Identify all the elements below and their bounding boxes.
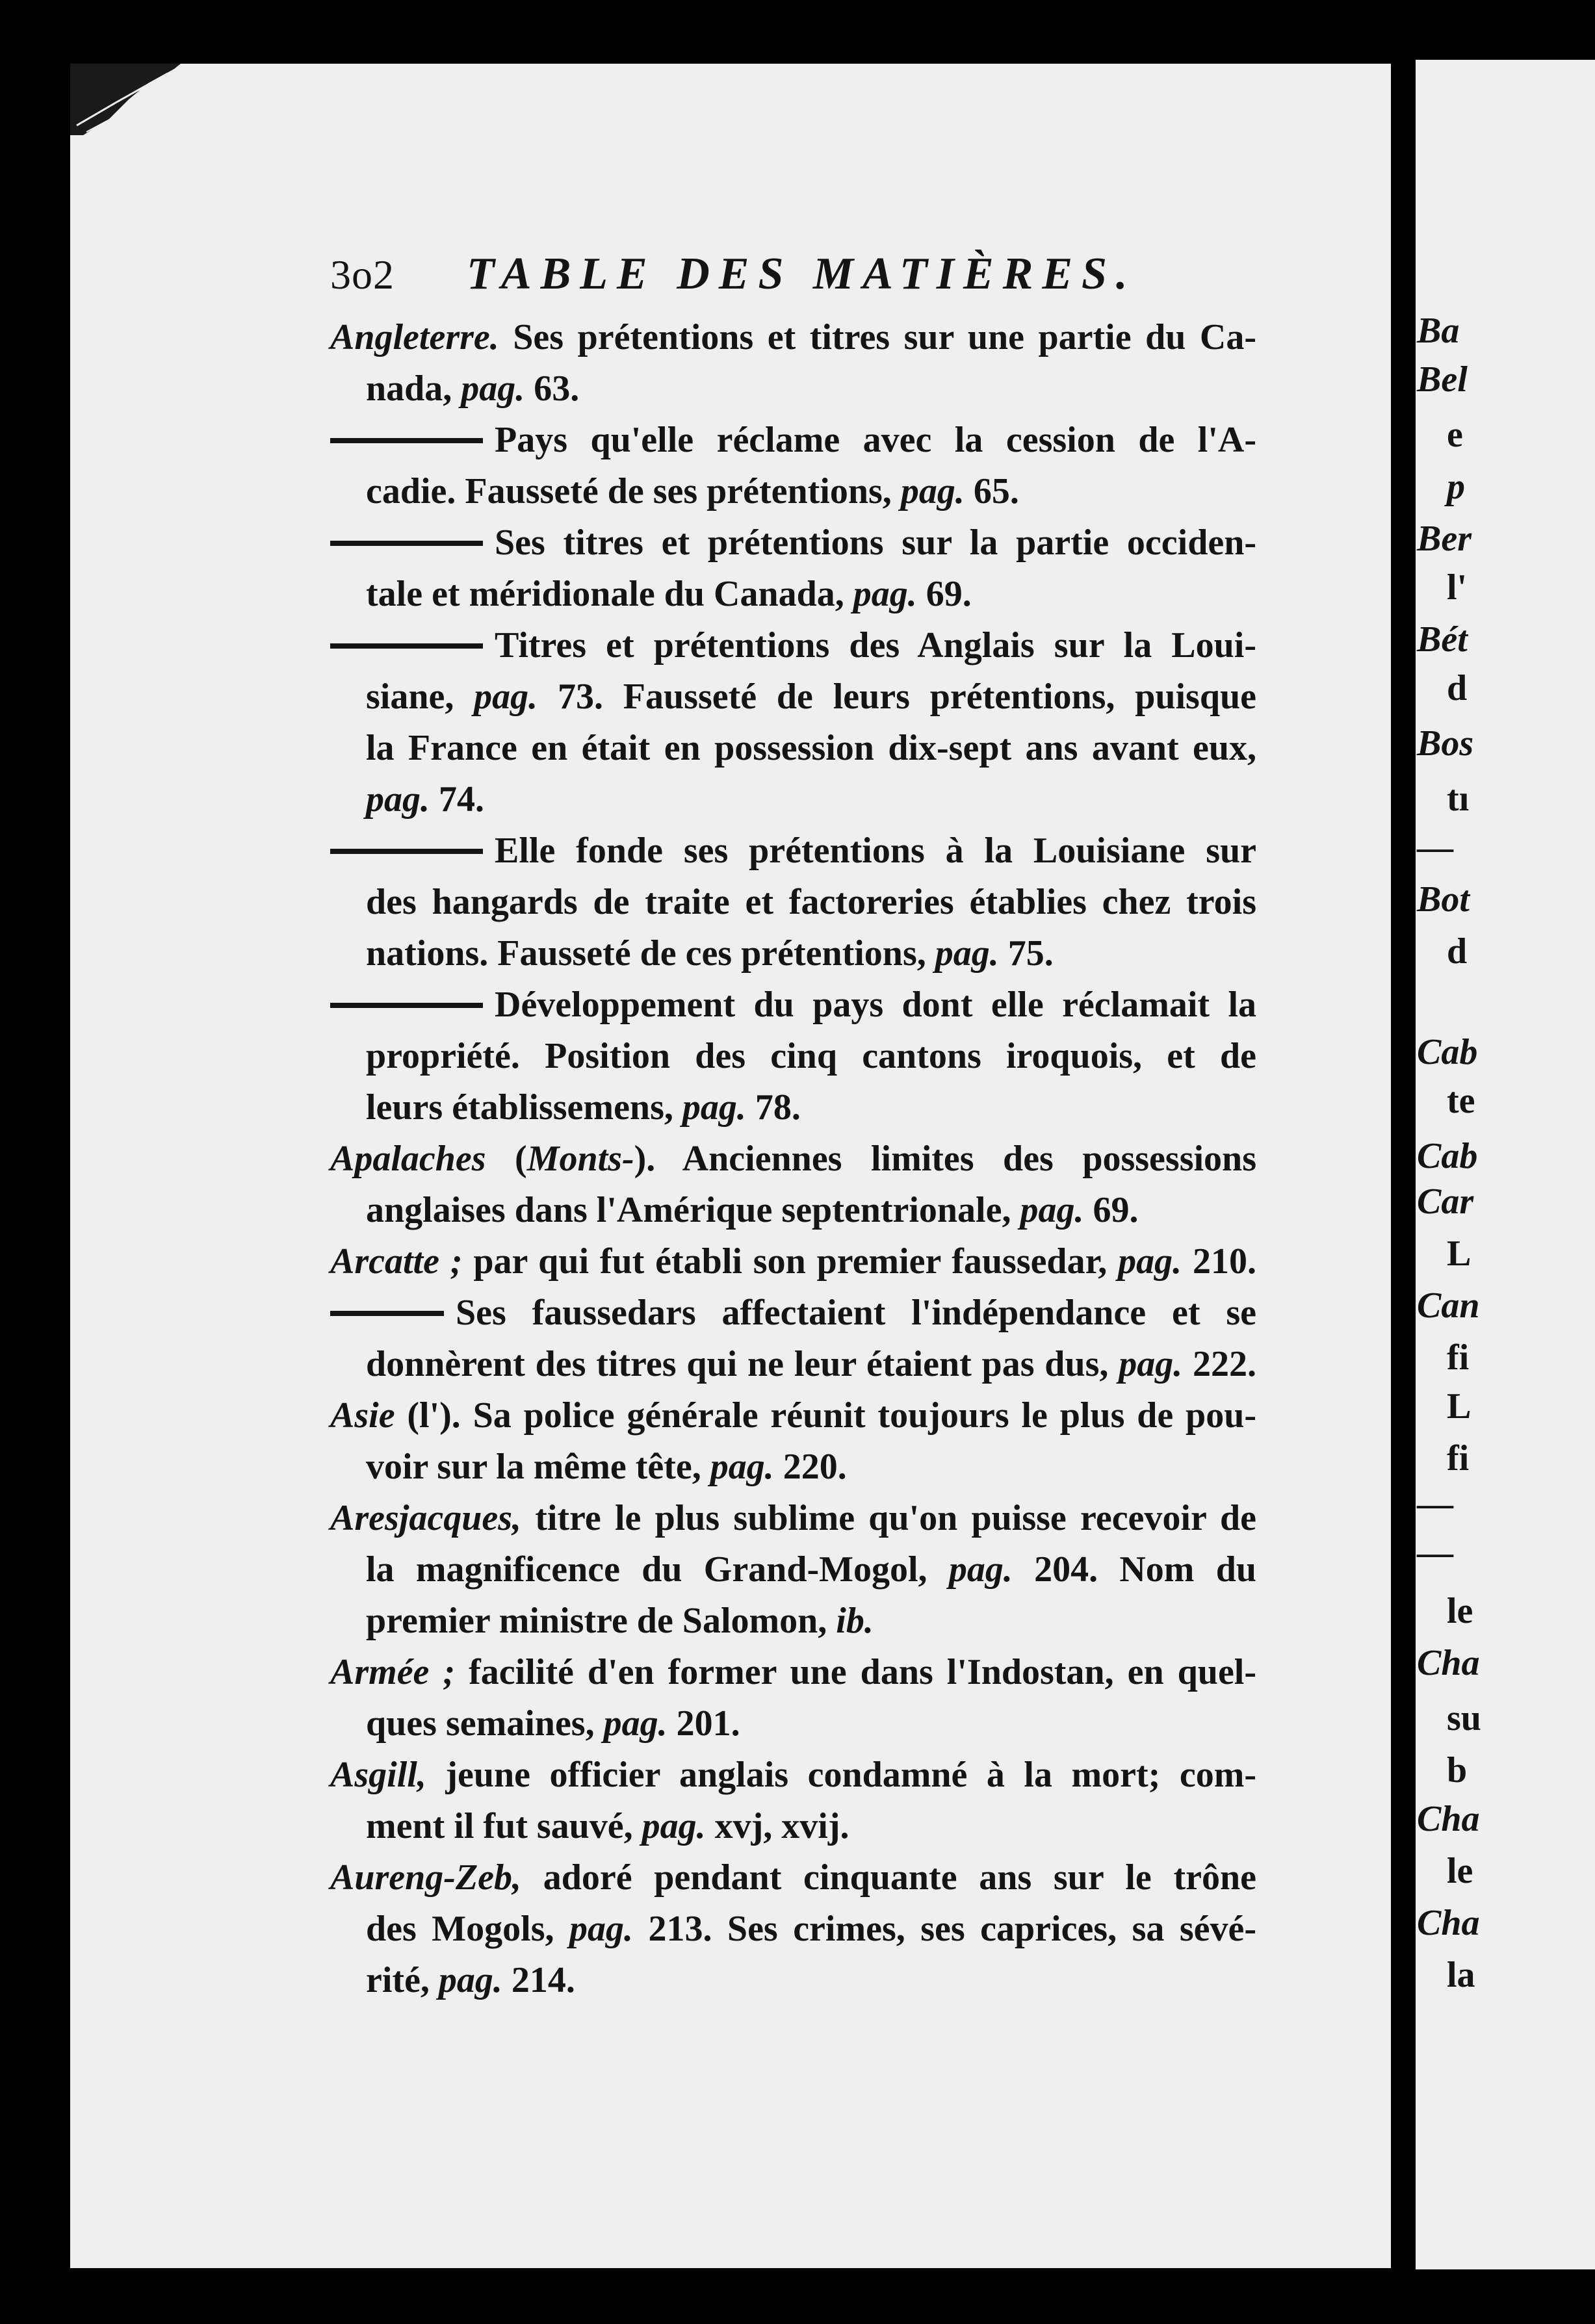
index-line <box>330 1493 1256 1544</box>
entry-text: des Mogols, <box>366 1909 569 1949</box>
right-page-fragment: Cab <box>1417 1136 1478 1176</box>
index-line <box>330 1441 1256 1493</box>
entry-text: anglaises dans l'Amérique septentrionale, <box>366 1190 1020 1230</box>
italic-text: pag. <box>935 933 999 974</box>
entry-text: premier ministre de Salomon, <box>366 1601 836 1641</box>
entry-text: Développement du pays dont elle réclamait la <box>495 985 1256 1025</box>
entry-text: des hangards de traite et factoreries établies chez trois <box>366 882 1256 922</box>
entry-text: 73. Fausseté de leurs prétentions, puisque <box>538 677 1256 717</box>
entry-text: 214. <box>502 1960 575 2000</box>
entry-text: siane, <box>366 677 474 717</box>
italic-text: pag. <box>1020 1190 1084 1230</box>
italic-text: ib. <box>836 1601 874 1641</box>
italic-text: Arcatte ; <box>330 1241 463 1282</box>
right-page-fragment: Ber <box>1417 519 1472 559</box>
entry-text: Titres et prétentions des Anglais sur la Loui- <box>495 625 1256 665</box>
right-page-fragment: te <box>1447 1081 1475 1121</box>
entry-text: adoré pendant cinquante ans sur le trône <box>521 1857 1256 1898</box>
right-page-fragment: la <box>1447 1955 1475 1995</box>
entry-text: jeune officier anglais condamné à la mort; com- <box>426 1755 1256 1795</box>
right-page-fragment: Bot <box>1417 879 1470 920</box>
italic-text: pag. <box>710 1447 774 1487</box>
entry-text: ( <box>486 1139 527 1179</box>
running-head <box>330 251 1260 309</box>
italic-text: Apalaches <box>330 1139 486 1179</box>
right-page-fragment: d <box>1447 668 1468 708</box>
entry-text: rité, <box>366 1960 439 2000</box>
index-line <box>330 1185 1256 1236</box>
entry-text: (l'). Sa police générale réunit toujours le plus de pou- <box>395 1395 1256 1436</box>
entry-text: 63. <box>525 368 580 409</box>
entry-text: Ses titres et prétentions sur la partie occiden- <box>495 523 1256 563</box>
headword: Armée ; <box>330 1652 456 1692</box>
entry-text: la France en était en possession dix-sept ans avant eux, <box>366 728 1256 768</box>
italic-text: pag. <box>853 574 917 614</box>
index-line <box>330 415 1256 466</box>
entry-text: 75. <box>998 933 1054 974</box>
right-page-fragment: Cab <box>1417 1032 1478 1072</box>
index-line <box>330 877 1256 928</box>
right-page-fragment: Ba <box>1417 311 1460 351</box>
ditto-dash <box>330 541 483 546</box>
italic-text: Monts- <box>526 1139 634 1179</box>
entry-text: donnèrent des titres qui ne leur étaient pas dus, <box>366 1344 1119 1384</box>
right-page-fragment: — <box>1417 827 1453 868</box>
index-line <box>330 671 1256 723</box>
entry-text: xvj, xvij. <box>705 1806 849 1846</box>
index-line <box>330 825 1256 877</box>
index-line <box>330 466 1256 517</box>
index-line <box>330 1647 1256 1698</box>
index-line <box>330 1236 1256 1287</box>
entry-text: nada, <box>366 368 461 409</box>
ditto-dash <box>330 1003 483 1008</box>
entry-text: ment il fut sauvé, <box>366 1806 642 1846</box>
entry-text: leurs établissemens, <box>366 1087 682 1128</box>
right-page-fragment: tı <box>1447 779 1470 819</box>
entry-text: 74. <box>430 779 484 820</box>
right-page-fragment: le <box>1447 1851 1473 1891</box>
entry-text: 201. <box>667 1703 740 1744</box>
index-line <box>330 1955 1256 2006</box>
right-page-fragment: Cha <box>1417 1643 1480 1683</box>
right-page-fragment: Can <box>1417 1285 1480 1326</box>
headword: Angleterre. <box>330 317 499 357</box>
italic-text: pag. <box>1119 1344 1183 1384</box>
entry-text: propriété. Position des cinq cantons iroquois, et de <box>366 1036 1256 1076</box>
entry-text: Ses faussedars affectaient l'indépendance et se <box>456 1293 1256 1333</box>
index-line <box>330 1749 1256 1801</box>
right-page-fragment: fi <box>1447 1337 1470 1378</box>
italic-text: pag. <box>438 1960 502 2000</box>
index-line <box>330 1801 1256 1852</box>
entry-text: par qui fut établi son premier faussedar, <box>462 1241 1119 1282</box>
entry-text: 69. <box>1083 1190 1139 1230</box>
italic-text: pag. <box>1118 1241 1182 1282</box>
index-line <box>330 928 1256 979</box>
entry-text: ). Anciennes limites des possessions <box>634 1139 1256 1179</box>
italic-text: pag. <box>642 1806 706 1846</box>
right-page-fragment: fi <box>1447 1438 1470 1478</box>
index-line <box>330 1698 1256 1749</box>
index-line <box>330 1544 1256 1595</box>
entry-text: ques semaines, <box>366 1703 604 1744</box>
italic-text: pag. <box>461 368 525 409</box>
index-line <box>330 517 1256 569</box>
ditto-dash <box>330 643 483 649</box>
entry-text: la magnificence du Grand-Mogol, <box>366 1549 949 1590</box>
index-line <box>330 620 1256 671</box>
entry-text: 210. <box>1182 1241 1257 1282</box>
index-line <box>330 1390 1256 1441</box>
entry-text: Elle fonde ses prétentions à la Louisiane sur <box>495 831 1256 871</box>
index-line <box>330 1595 1256 1647</box>
index-line <box>330 1082 1256 1133</box>
entry-text: facilité d'en former une dans l'Indostan, en quel- <box>455 1652 1257 1692</box>
entry-text: 204. Nom du <box>1012 1549 1256 1590</box>
entry-text: 220. <box>773 1447 847 1487</box>
right-page-fragment: Cha <box>1417 1799 1480 1839</box>
entry-text: 78. <box>746 1087 801 1128</box>
index-line <box>330 569 1256 620</box>
italic-text: pag. <box>948 1549 1013 1590</box>
right-page-fragment: su <box>1447 1698 1481 1738</box>
index-line <box>330 363 1256 415</box>
right-page-fragment: l' <box>1447 567 1468 608</box>
italic-text: pag. <box>603 1703 668 1744</box>
right-page-fragment: Bos <box>1417 723 1474 764</box>
entry-text: tale et méridionale du Canada, <box>366 574 853 614</box>
entry-text: 65. <box>964 471 1019 511</box>
index-line <box>330 979 1256 1031</box>
right-page-fragment: Cha <box>1417 1903 1480 1943</box>
italic-text: Asie <box>330 1395 395 1436</box>
page-title: TABLE DES MATIÈRES. <box>467 249 1137 299</box>
right-page-fragment: — <box>1417 1532 1453 1573</box>
right-page-fragment: L <box>1447 1386 1472 1427</box>
index-line <box>330 1904 1256 1955</box>
headword: Aureng-Zeb, <box>330 1857 521 1898</box>
entry-text: nations. Fausseté de ces prétentions, <box>366 933 935 974</box>
entry-text: cadie. Fausseté de ses prétentions, <box>366 471 901 511</box>
index-line <box>330 1133 1256 1185</box>
right-page-fragment: L <box>1447 1233 1472 1274</box>
italic-text: pag. <box>569 1909 633 1949</box>
headword: Asgill, <box>330 1755 426 1795</box>
index-line <box>330 1852 1256 1904</box>
entry-text: voir sur la même tête, <box>366 1447 710 1487</box>
page-corner-fold <box>70 64 181 135</box>
italic-text: pag. <box>474 677 538 717</box>
right-page-fragment: p <box>1447 467 1465 507</box>
ditto-dash <box>330 1311 444 1316</box>
right-page-fragment: b <box>1447 1750 1468 1790</box>
index-line <box>330 723 1256 774</box>
index-line <box>330 312 1256 363</box>
italic-text: pag. <box>900 471 965 511</box>
italic-text: pag. <box>366 779 430 820</box>
right-page-fragment: e <box>1447 415 1463 455</box>
index-line <box>330 1287 1256 1339</box>
entry-text: 222. <box>1182 1344 1256 1384</box>
right-page-fragment: Bét <box>1417 619 1468 660</box>
right-page-fragment: le <box>1447 1591 1473 1631</box>
entry-text: 213. Ses crimes, ses caprices, sa sévé- <box>632 1909 1256 1949</box>
italic-text: pag. <box>682 1087 746 1128</box>
ditto-dash <box>330 849 483 854</box>
entry-text: Ses prétentions et titres sur une partie du Ca- <box>499 317 1256 357</box>
index-line <box>330 774 1256 825</box>
headword: Aresjacques, <box>330 1498 521 1538</box>
right-page-fragment: d <box>1447 931 1468 972</box>
right-page-fragment: Car <box>1417 1181 1474 1222</box>
entry-text: 69. <box>916 574 972 614</box>
page-number: 3o2 <box>330 252 395 298</box>
ditto-dash <box>330 438 483 443</box>
index-line <box>330 1339 1256 1390</box>
index-entries <box>330 312 1256 2006</box>
entry-text: Pays qu'elle réclame avec la cession de l'A- <box>495 420 1256 460</box>
entry-text: titre le plus sublime qu'on puisse recevoir de <box>521 1498 1256 1538</box>
index-line <box>330 1031 1256 1082</box>
right-page-fragment: — <box>1417 1484 1453 1524</box>
right-page-fragment: Bel <box>1417 359 1468 400</box>
